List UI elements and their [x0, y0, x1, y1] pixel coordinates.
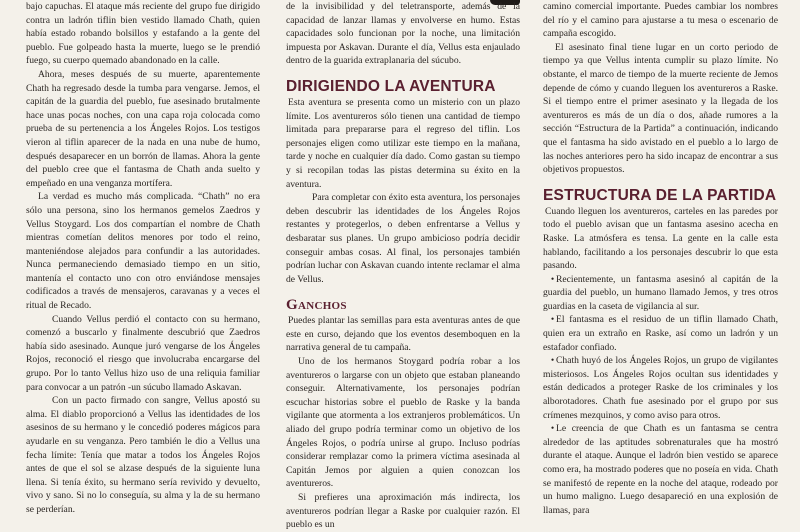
bullet-item: • Chath huyó de los Ángeles Rojos, un grupo de vigilantes misteriosos. Los Ángeles Rojos ocultan sus identidades y están dedicados a proteger Raske de los criminales y los alborotadores. Chath fue asesinado por el grupo por sus crímenes mezquinos, y como aviso para otros.: [543, 355, 778, 421]
bullet-icon: •: [550, 423, 555, 435]
paragraph: Cuando lleguen los aventureros, carteles en las paredes por todo el pueblo avisan que un fantasma asesino acecha en Raske. La atmósfera es tensa. La gente en la calle esta hablando, facilitando a los personajes descubrir lo que esta pasando.: [543, 205, 778, 272]
paragraph: La verdad es mucho más complicada. “Chath” no era sólo una persona, sino los hermanos gemelos Zaedros y Vellus Stoygard. Los dos compartían el nombre de Chath mientras cometían delitos menores por todo el reino, manteniéndose alejados para confundir a las autoridades. Nunca permaneciendo demasiado tiempo en un sitio, mantenía el contacto uno con otro enviándose mensajes codificados a través de mensajeros, caravanas y a veces el ritual de Recado.: [26, 191, 260, 312]
paragraph: Para completar con éxito esta aventura, los personajes deben descubrir las identidades de los Ángeles Rojos restantes y protegerlos, o deben enfrentarse a Vellus y desbaratar sus planes. Un grupo ambicioso podría decidir conseguir ambas cosas. Al final, los personajes también podrían luchar con Askavan cuando intente reclamar el alma de Vellus.: [286, 192, 520, 285]
bullet-icon: •: [550, 355, 555, 367]
paragraph: Esta aventura se presenta como un misterio con un plazo límite. Los aventureros sólo tienen una cantidad de tiempo limitada para prepararse para el regreso del tiflin. Los personajes eligen como utilizar este tiempo en la mañana, tarde y noche en cualquier día dado. Como gastan su tiempo y si recopilan todas las pistas determina su éxito en la aventura.: [286, 96, 520, 190]
paragraph: camino comercial importante. Puedes cambiar los nombres del río y el camino para ajustarse a tu mesa o escenario de campaña escogido.: [543, 1, 778, 40]
section-heading-dirigiendo: DIRIGIENDO LA AVENTURA: [286, 77, 496, 95]
paragraph: de la invisibilidad y del teletransporte, además de la capacidad de lanzar llamas y envolverse en humo. Estas capacidades solo funcionan por la noche, una limitación impuesta por Askavan. Durante el día, Vellus esta enjaulado dentro de la guarida extraplanaria del súcubo.: [286, 1, 520, 67]
paragraph: Cuando Vellus perdió el contacto con su hermano, comenzó a buscarlo y finalmente descubrió que Zaedros había sido asesinado. Aunque juró vengarse de los Ángeles Rojos, reconoció el riesgo que involucraba encargarse del grupo. Por lo tanto Vellus hizo uso de una reliquia familiar para convocar a un patrón -un súcubo llamado Askavan.: [26, 313, 260, 393]
paragraph: Puedes plantar las semillas para esta aventuras antes de que este en curso, dejando que los eventos desemboquen en la narrativa general de tu campaña.: [286, 315, 520, 354]
column-middle: [286, 0, 520, 531]
paragraph: bajo capuchas. El ataque más reciente del grupo fue dirigido contra un ladrón tiflin bien vestido llamado Chath, quien había estado robando bolsillos y estafando a la gente del pueblo. Fue golpeado hasta la muerte, luego se le prendió fuego, su cuerpo quemado abandonado en la calle.: [26, 1, 260, 67]
paragraph: Si prefieres una aproximación más indirecta, los aventureros podrían llegar a Raske por cualquier razón. El pueblo es un: [286, 492, 520, 531]
paragraph: Ahora, meses después de su muerte, aparentemente Chath ha regresado desde la tumba para vengarse. Jemos, el capitán de la guardia del pueblo, fue asesinado brutalmente hace unas pocas noches, con una capa roja colocada como prueba de su pertenencia a los Ángeles Rojos. Los testigos vieron al tiflin aparecer de la nada en una nube de humo, después desaparecer en un borrón de llamas. Ahora la gente del pueblo cree que el fantasma de Chath anda suelto y empeñado en una venganza mortífera.: [26, 68, 260, 189]
bullet-item: • Le creencia de que Chath es un fantasma se centra alrededor de las aptitudes sobrenaturales que ha mostró durante el ataque. Aunque el ladrón bien vestido se aparece como era, ha mostrado poderes que no poseía en vida. Chath se manifestó de repente en la noche del ataque, rodeado por un humo maligno. Luego desapareció en una explosión de llamas, para: [543, 423, 778, 516]
bullet-icon: •: [550, 273, 555, 285]
bullet-item: • Recientemente, un fantasma asesinó al capitán de la guardia del pueblo, un humano llamado Jemos, y tres otros guardias en la caseta de vigilancia al sur.: [543, 273, 778, 312]
paragraph: El asesinato final tiene lugar en un corto periodo de tiempo ya que Vellus intenta cumplir su plazo límite. No obstante, el marco de tiempo de la muerte reciente de Jemos depende de cómo y cuando lleguen los aventureros a Raske. Si el tiempo entre el primer asesinato y la llegada de los aventureros es más de un día o dos, añade rumores a la sección “Estructura de la Partida” a continuación, indicando que el fantasma ha sido avistado en el pueblo a lo largo de las noches anteriores pero ha sido incapaz de encontrar a sus objetivos propuestos.: [543, 41, 778, 176]
column-left: [26, 0, 260, 515]
paragraph: Con un pacto firmado con sangre, Vellus apostó su alma. El diablo proporcionó a Vellus las identidades de los asesinos de su hermano y le concedió poderes mágicos para ayudarle en su venganza. Pero también le dio a Vellus una fecha límite: Tenía que matar a todos los Ángeles Rojos antes de que el sol se alzase después de la siguiente luna llena. Si tenía éxito, su hermano sería revivido y devuelto, vivo y sano. Si no lo conseguía, su alma y la de su hermano se perderían.: [26, 395, 260, 515]
bullet-item: • El fantasma es el residuo de un tiflin llamado Chath, quien era un extraño en Raske, así como un ladrón y un estafador confiado.: [543, 314, 778, 353]
bullet-icon: •: [550, 314, 555, 326]
section-heading-estructura: ESTRUCTURA DE LA PARTIDA: [543, 186, 777, 204]
paragraph: Uno de los hermanos Stoygard podría robar a los aventureros o largarse con un objeto que estaban planeando conseguir. Alternativamente, los personajes podrían escuchar historias sobre el pueblo de Raske y la banda vigilante que atormenta a los extranjeros problemáticos. Un aliado del grupo podría terminar como un objetivo de los Ángeles Rojos, o podría unirse al grupo. Incluso podrías considerar remplazar como la primera víctima asesinada al Capitán Jemos por alguien a quien conozcan los aventureros.: [286, 356, 520, 490]
column-right: [543, 0, 778, 516]
section-heading-ganchos: Ganchos: [286, 297, 347, 314]
